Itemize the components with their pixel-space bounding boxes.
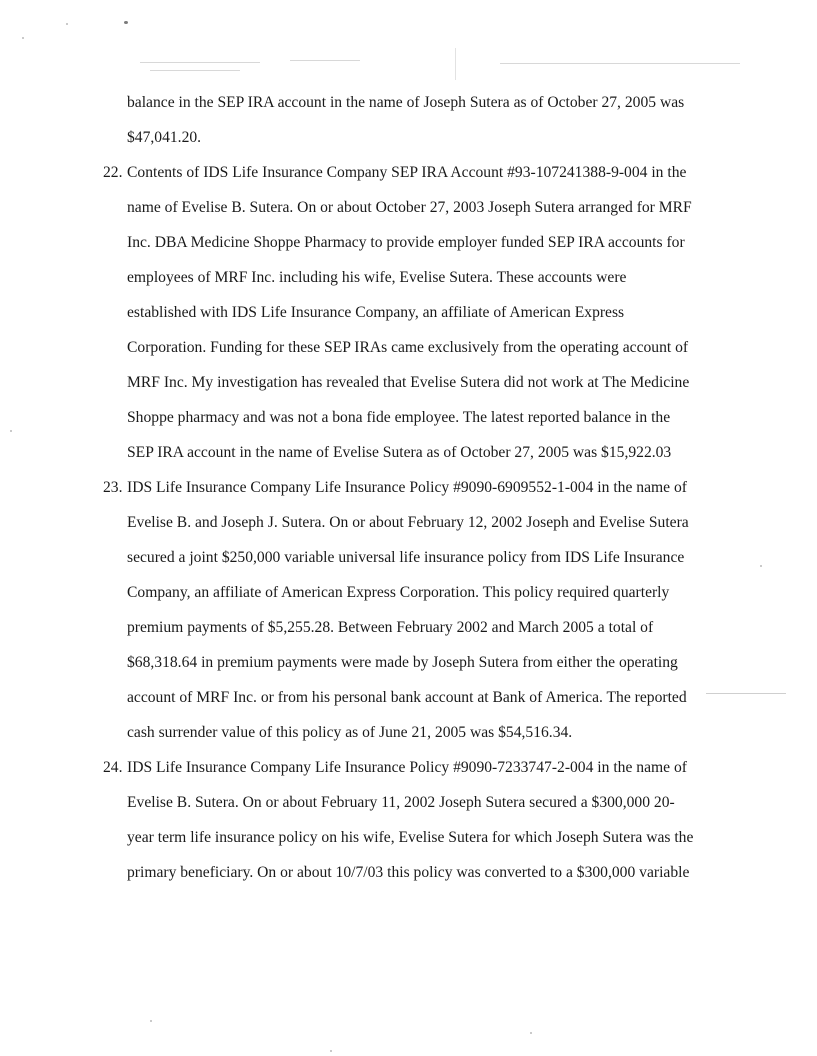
scan-noise: [500, 63, 740, 64]
paragraph-line: Evelise B. Sutera. On or about February 11, 2002 Joseph Sutera secured a $300,000 20-: [127, 794, 675, 811]
scan-speck: [330, 1050, 332, 1052]
paragraph-line: IDS Life Insurance Company Life Insurance Policy #9090-7233747-2-004 in the name of: [127, 759, 687, 776]
scan-speck: [530, 1032, 532, 1034]
scan-speck: [10, 430, 12, 432]
paragraph-line: Corporation. Funding for these SEP IRAs came exclusively from the operating account of: [127, 339, 689, 356]
paragraph-line: MRF Inc. My investigation has revealed that Evelise Sutera did not work at The Medicine: [127, 374, 690, 391]
scan-speck: [22, 37, 24, 39]
paragraph-line: Contents of IDS Life Insurance Company SEP IRA Account #93-107241388-9-004 in the: [127, 164, 687, 181]
scan-speck: [760, 565, 762, 567]
paragraph-line: Company, an affiliate of American Express Corporation. This policy required quarterly: [127, 584, 670, 601]
paragraph-line: cash surrender value of this policy as of June 21, 2005 was $54,516.34.: [127, 724, 573, 741]
paragraph-line: secured a joint $250,000 variable universal life insurance policy from IDS Life Insurance: [127, 549, 685, 566]
paragraph-line: account of MRF Inc. or from his personal bank account at Bank of America. The reported: [127, 689, 687, 706]
paragraph-line: IDS Life Insurance Company Life Insurance Policy #9090-6909552-1-004 in the name of: [127, 479, 687, 496]
paragraph-line: Evelise B. and Joseph J. Sutera. On or about February 12, 2002 Joseph and Evelise Sutera: [127, 514, 689, 531]
paragraph-number: 22.: [103, 164, 123, 181]
paragraph-line: SEP IRA account in the name of Evelise Sutera as of October 27, 2005 was $15,922.03: [127, 444, 672, 461]
paragraph-line: $68,318.64 in premium payments were made by Joseph Sutera from either the operating: [127, 654, 678, 671]
scan-noise: [706, 693, 786, 694]
paragraph-line: Inc. DBA Medicine Shoppe Pharmacy to provide employer funded SEP IRA accounts for: [127, 234, 685, 251]
scan-noise: [290, 60, 360, 61]
paragraph-number: 24.: [103, 759, 123, 776]
scan-speck: [124, 21, 128, 24]
paragraph-line: primary beneficiary. On or about 10/7/03 this policy was converted to a $300,000 variable: [127, 864, 690, 881]
scan-speck: [150, 1020, 152, 1022]
scan-speck: [66, 23, 68, 25]
scan-noise: [150, 70, 240, 71]
paragraph-line: name of Evelise B. Sutera. On or about October 27, 2003 Joseph Sutera arranged for MRF: [127, 199, 692, 216]
scan-noise: [455, 48, 456, 80]
scan-noise: [140, 62, 260, 63]
paragraph-line: employees of MRF Inc. including his wife, Evelise Sutera. These accounts were: [127, 269, 627, 286]
paragraph-line: year term life insurance policy on his wife, Evelise Sutera for which Joseph Sutera was the: [127, 829, 694, 846]
intro-line: $47,041.20.: [127, 129, 202, 146]
intro-line: balance in the SEP IRA account in the name of Joseph Sutera as of October 27, 2005 was: [127, 94, 685, 111]
paragraph-line: Shoppe pharmacy and was not a bona fide employee. The latest reported balance in the: [127, 409, 671, 426]
paragraph-line: established with IDS Life Insurance Company, an affiliate of American Express: [127, 304, 625, 321]
paragraph-number: 23.: [103, 479, 123, 496]
paragraph-line: premium payments of $5,255.28. Between February 2002 and March 2005 a total of: [127, 619, 654, 636]
